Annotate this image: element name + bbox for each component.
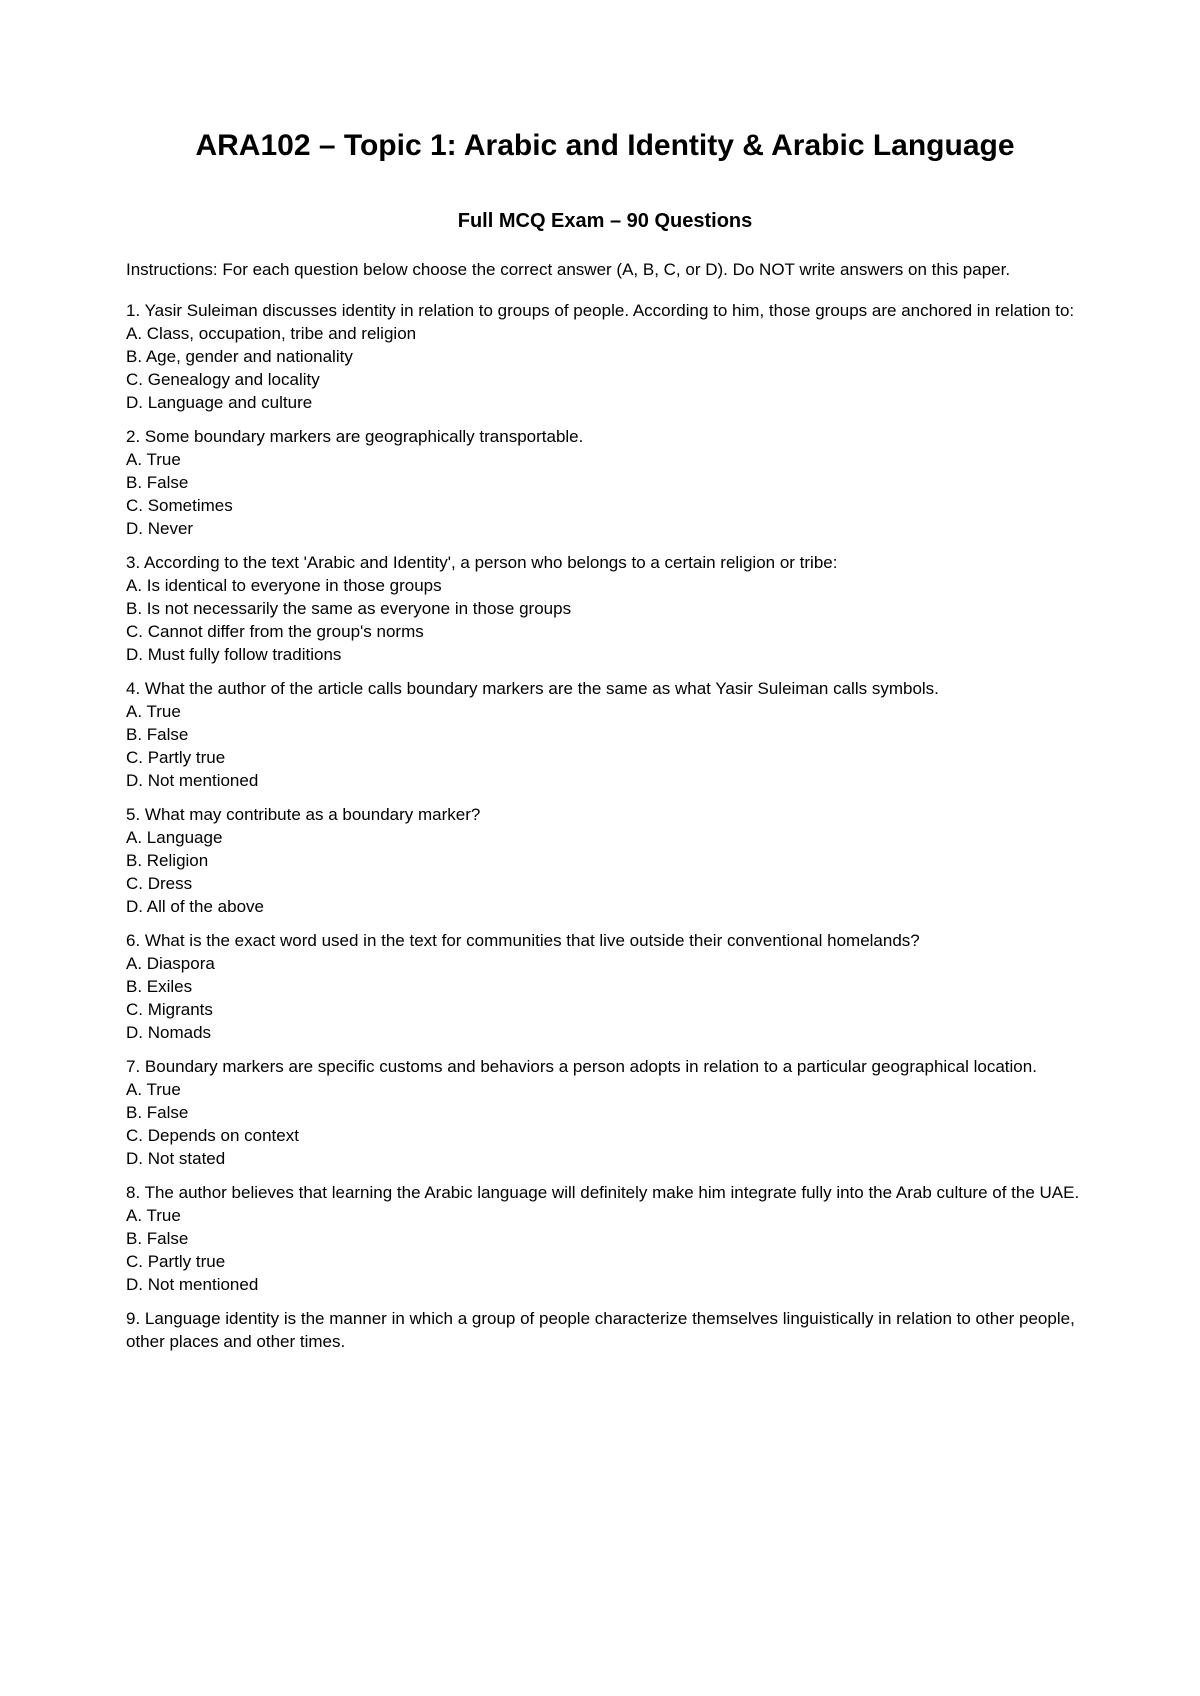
answer-option: A. Is identical to everyone in those groups <box>126 576 442 595</box>
document-subtitle: Full MCQ Exam – 90 Questions <box>457 210 753 232</box>
answer-option: A. True <box>126 1080 181 1099</box>
answer-option: B. Religion <box>126 851 209 870</box>
answer-option: D. Not mentioned <box>126 1275 259 1294</box>
question-text: 5. What may contribute as a boundary marker? <box>126 805 481 824</box>
answer-option: C. Partly true <box>126 1252 226 1271</box>
question-text: 3. According to the text 'Arabic and Identity', a person who belongs to a certain religion or tribe: <box>126 553 838 572</box>
question-item <box>126 1307 1084 1353</box>
answer-option: D. Never <box>126 519 194 538</box>
question-item <box>126 551 1084 666</box>
question-item <box>126 677 1084 792</box>
answer-option: D. Not mentioned <box>126 771 259 790</box>
answer-option: C. Cannot differ from the group's norms <box>126 622 424 641</box>
instructions-text: Instructions: For each question below choose the correct answer (A, B, C, or D). Do NOT write answers on this paper. <box>126 260 1011 279</box>
answer-option: A. Language <box>126 828 223 847</box>
answer-option: A. True <box>126 702 181 721</box>
answer-option: B. False <box>126 725 189 744</box>
answer-option: D. All of the above <box>126 897 264 916</box>
answer-option: B. Age, gender and nationality <box>126 347 353 366</box>
question-text: 1. Yasir Suleiman discusses identity in relation to groups of people. According to him, those groups are anchored in relation to: <box>126 301 1075 320</box>
question-text: 9. Language identity is the manner in which a group of people characterize themselves linguistically in relation to other people, other places and other times. <box>126 1309 1075 1351</box>
answer-option: B. False <box>126 1103 189 1122</box>
question-item <box>126 803 1084 918</box>
answer-option: D. Language and culture <box>126 393 313 412</box>
answer-option: B. Exiles <box>126 977 193 996</box>
answer-option: A. Class, occupation, tribe and religion <box>126 324 417 343</box>
question-text: 4. What the author of the article calls boundary markers are the same as what Yasir Suleiman calls symbols. <box>126 679 939 698</box>
answer-option: C. Depends on context <box>126 1126 299 1145</box>
answer-option: C. Partly true <box>126 748 226 767</box>
answer-option: A. True <box>126 1206 181 1225</box>
answer-option: D. Nomads <box>126 1023 212 1042</box>
question-text: 8. The author believes that learning the Arabic language will definitely make him integrate fully into the Arab culture of the UAE. <box>126 1183 1080 1202</box>
answer-option: D. Must fully follow traditions <box>126 645 342 664</box>
answer-option: C. Dress <box>126 874 193 893</box>
question-text: 2. Some boundary markers are geographically transportable. <box>126 427 584 446</box>
answer-option: B. False <box>126 1229 189 1248</box>
question-text: 6. What is the exact word used in the text for communities that live outside their conventional homelands? <box>126 931 920 950</box>
answer-option: C. Genealogy and locality <box>126 370 320 389</box>
question-item <box>126 929 1084 1044</box>
question-item <box>126 425 1084 540</box>
answer-option: B. False <box>126 473 189 492</box>
answer-option: B. Is not necessarily the same as everyone in those groups <box>126 599 572 618</box>
question-item <box>126 299 1084 414</box>
answer-option: C. Sometimes <box>126 496 233 515</box>
document-title: ARA102 – Topic 1: Arabic and Identity & Arabic Language <box>195 129 1015 162</box>
question-item <box>126 1181 1084 1296</box>
answer-option: D. Not stated <box>126 1149 226 1168</box>
question-list <box>126 299 1084 1353</box>
question-item <box>126 1055 1084 1170</box>
answer-option: C. Migrants <box>126 1000 213 1019</box>
question-text: 7. Boundary markers are specific customs and behaviors a person adopts in relation to a particular geographical location. <box>126 1057 1037 1076</box>
answer-option: A. Diaspora <box>126 954 215 973</box>
answer-option: A. True <box>126 450 181 469</box>
